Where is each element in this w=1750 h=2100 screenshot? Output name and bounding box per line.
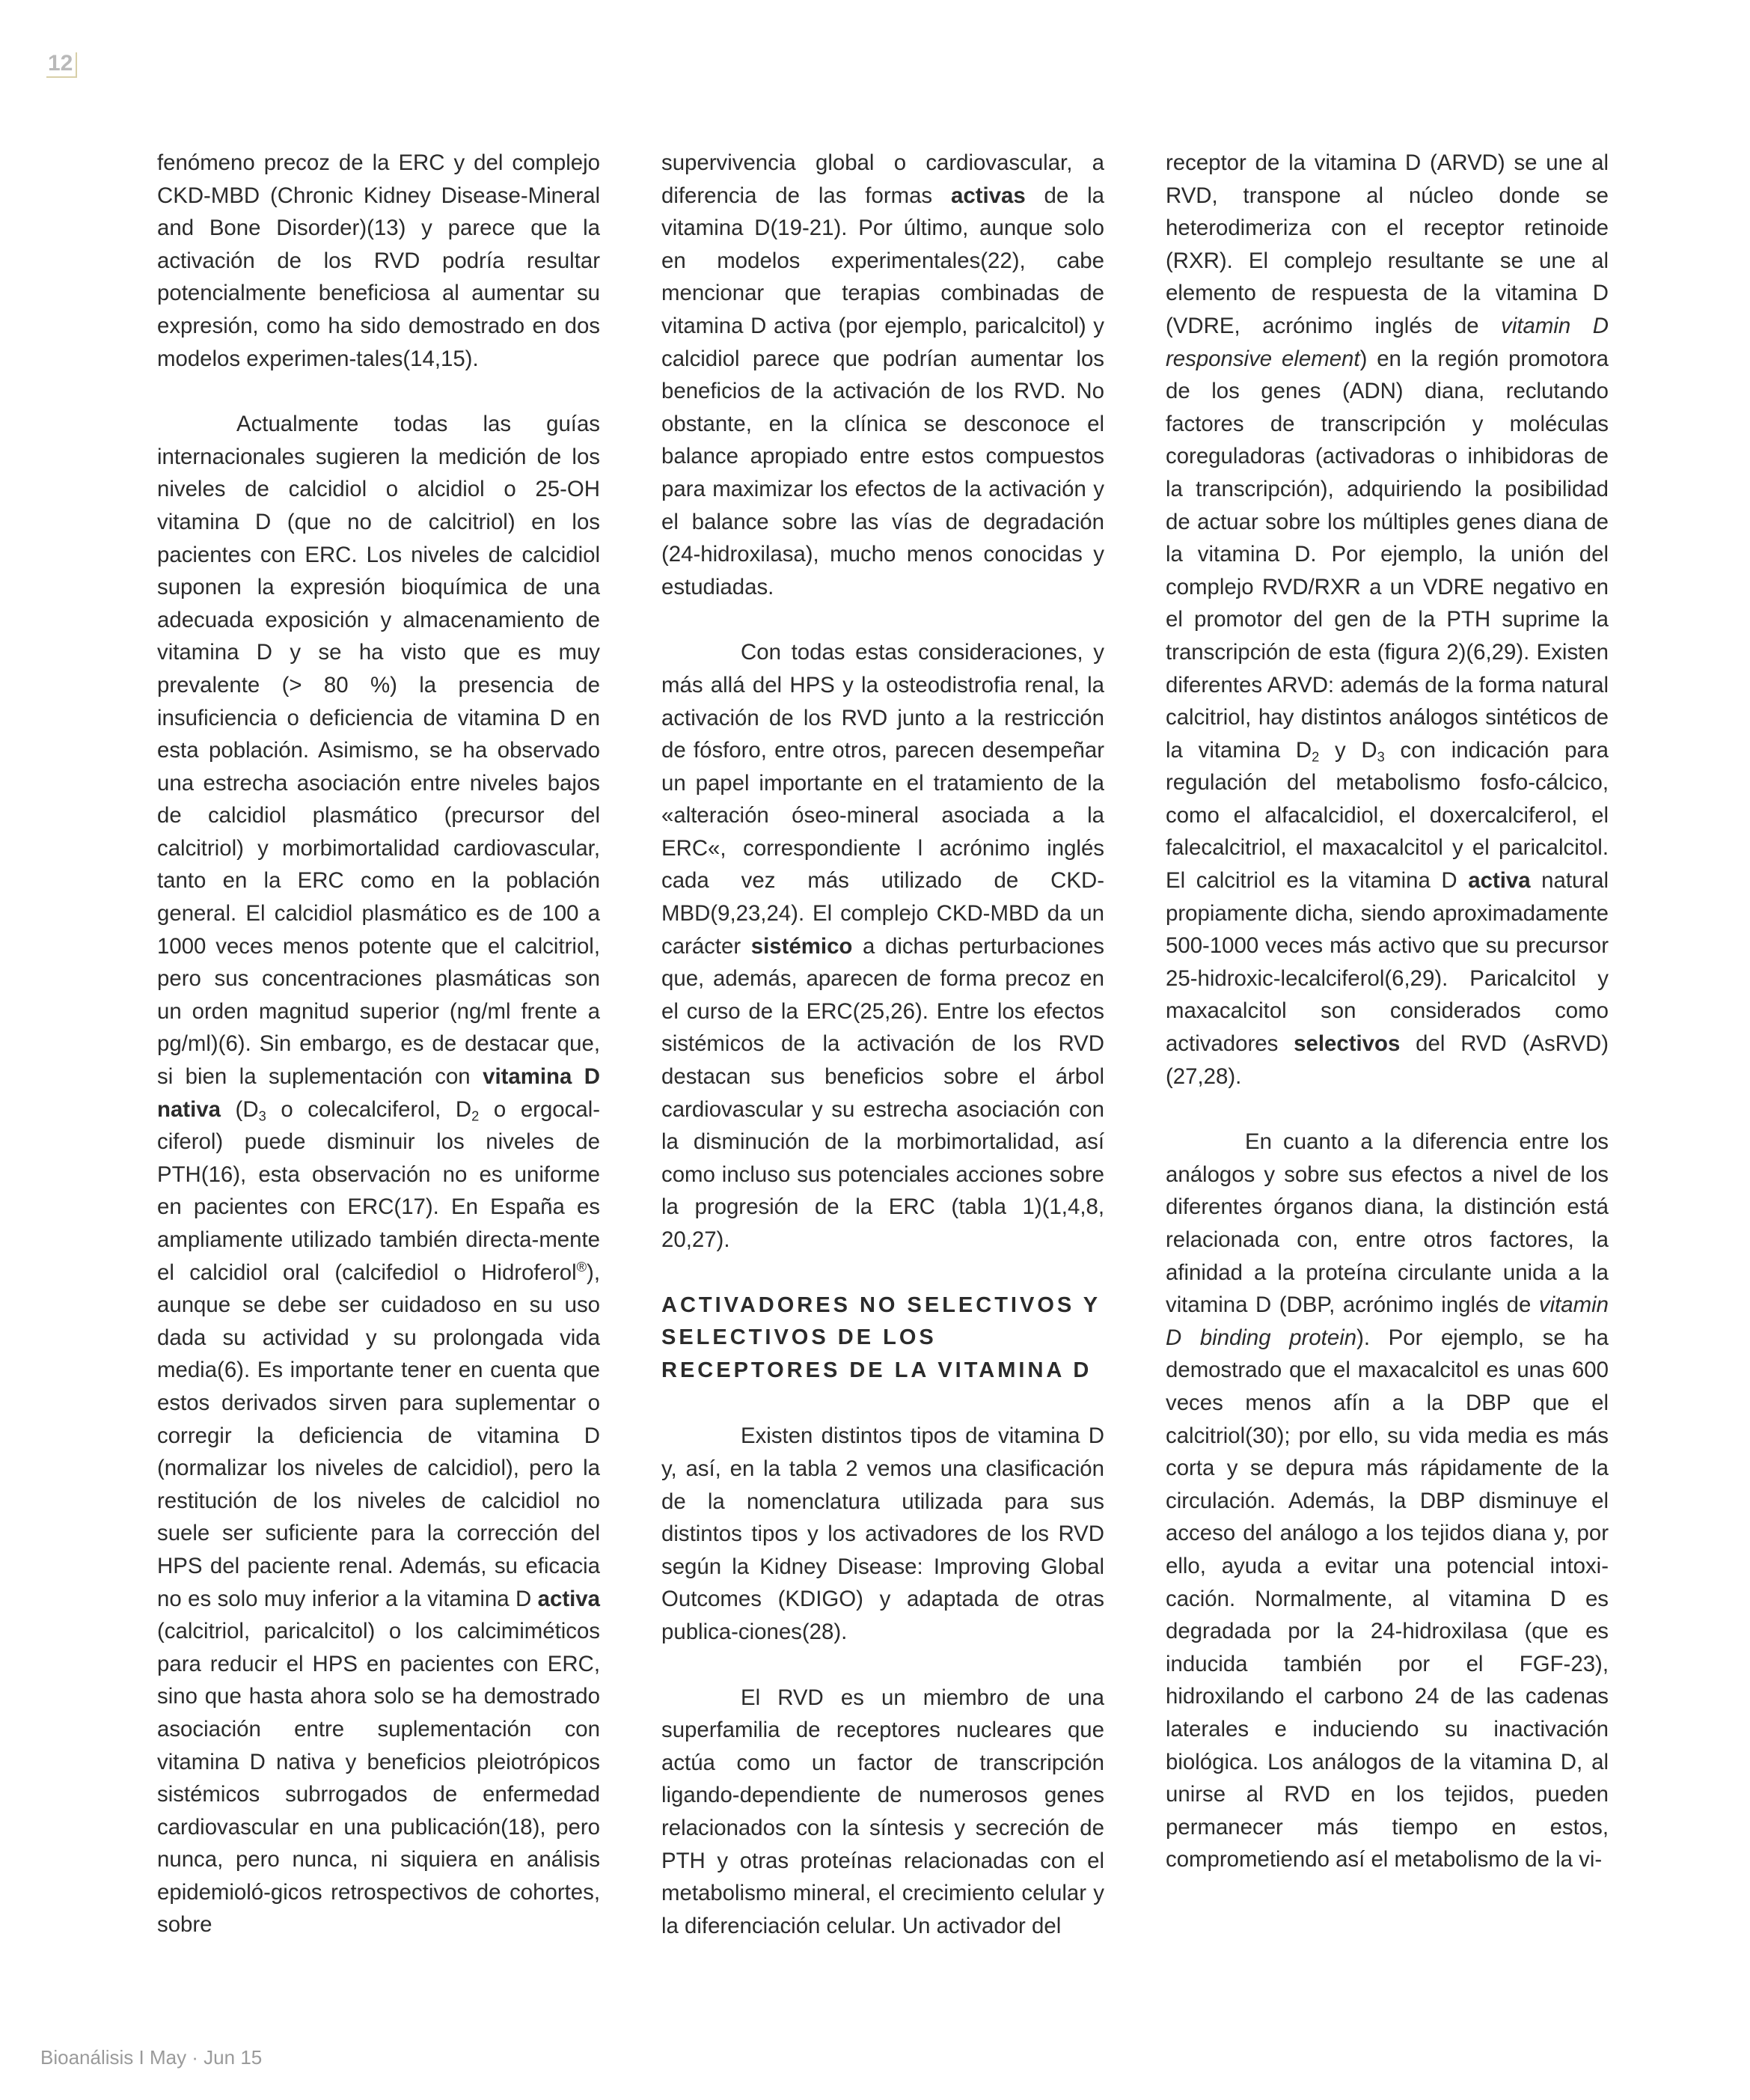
paragraph: Existen distintos tipos de vitamina D y, así, en la tabla 2 vemos una clasificación de la nomenclatura utilizada para sus distintos tipos y los activadores de los RVD según la Kidney Disease: Improving Global Outcomes (KDIGO) y adaptada de otras publica-ciones(28). [661, 1423, 1104, 1644]
italic-term: vitamin D binding protein [1166, 1292, 1609, 1350]
bold-term: vitamina D nativa [157, 1064, 600, 1122]
bold-term: activa [1468, 868, 1531, 894]
bold-term: activas [951, 183, 1026, 208]
page-number: 12 [46, 52, 77, 78]
section-heading: ACTIVADORES NO SELECTIVOS Y SELECTIVOS DE LOS RECEPTORES DE LA VITAMINA D [661, 1292, 1101, 1382]
text-column-1 [157, 147, 600, 1941]
text-column-2 [661, 147, 1104, 1942]
page-footer: Bioanálisis I May · Jun 15 [40, 2046, 263, 2069]
bold-term: sistémico [750, 933, 853, 959]
text-column-3 [1166, 147, 1609, 1876]
paragraph: El RVD es un miembro de una superfamilia de receptores nucleares que actúa como un factor de transcripción ligando-dependiente de numerosos genes relacionados con la síntesis y secreción de PTH y otras proteínas relacionadas con el metabolismo mineral, el crecimiento celular y la diferenciación celular. Un activador del [661, 1685, 1104, 1938]
paragraph: fenómeno precoz de la ERC y del complejo CKD-MBD (Chronic Kidney Disease-Mineral and Bone Disorder)(13) y parece que la activación de los RVD podría resultar potencialmente beneficiosa al aumentar su expresión, como ha sido demostrado en dos modelos experimen-tales(14,15). [157, 150, 600, 371]
paragraph: supervivencia global o cardiovascular, a diferencia de las formas activas de la vitamina D(19-21). Por último, aunque solo en modelos experimentales(22), cabe mencionar que terapias combinadas de vitamina D activa (por ejemplo, paricalcitol) y calcidiol parece que podrían aumentar los beneficios de la activación de los RVD. No obstante, en la clínica se desconoce el balance apropiado entre estos compuestos para maximizar los efectos de la activación y el balance sobre las vías de degradación (24-hidroxilasa), mucho menos conocidas y estudiadas. [661, 150, 1104, 599]
paragraph: receptor de la vitamina D (ARVD) se une al RVD, transpone al núcleo donde se heterodimeriza con el receptor retinoide (RXR). El complejo resultante se une al elemento de respuesta de la vitamina D (VDRE, acrónimo inglés de vitamin D responsive element) en la región promotora de los genes (ADN) diana, reclutando factores de transcripción y moléculas coreguladoras (activadoras o inhibidoras de la transcripción), adquiriendo la posibilidad de actuar sobre los múltiples genes diana de la vitamina D. Por ejemplo, la unión del complejo RVD/RXR a un VDRE negativo en el promotor del gen de la PTH suprime la transcripción de esta (figura 2)(6,29). Existen diferentes ARVD: además de la forma natural calcitriol, hay distintos análogos sintéticos de la vitamina $D_2$ y $D_3$ con indicación para regulación del metabolismo fosfo-cálcico, como el alfacalcidiol, el doxercalciferol, el falecalcitriol, el maxacalcitol y el paricalcitol. El calcitriol es la vitamina D activa natural propiamente dicha, siendo aproximadamente 500-1000 veces más activo que su precursor 25-hidroxic-lecalciferol(6,29). Paricalcitol y maxacalcitol son considerados como activadores selectivos del RVD (AsRVD) (27,28). [1166, 150, 1609, 1089]
paragraph: Actualmente todas las guías internacionales sugieren la medición de los niveles de calcidiol o alcidiol o 25-OH vitamina D (que no de calcitriol) en los pacientes con ERC. Los niveles de calcidiol suponen la expresión bioquímica de una adecuada exposición y almacenamiento de vitamina D y se ha visto que es muy prevalente (> 80 %) la presencia de insuficiencia o deficiencia de vitamina D en esta población. Asimismo, se ha observado una estrecha asociación entre niveles bajos de calcidiol plasmático (precursor del calcitriol) y morbimortalidad cardiovascular, tanto en la ERC como en la población general. El calcidiol plasmático es de 100 a 1000 veces menos potente que el calcitriol, pero sus concentraciones plasmáticas son un orden magnitud superior (ng/ml frente a pg/ml)(6). Sin embargo, es de destacar que, si bien la suplementación con vitamina D nativa ($D_3$ o colecalciferol, $D_2$ o ergocal-ciferol) puede disminuir los niveles de PTH(16), esta observación no es uniforme en pacientes con ERC(17). En España es ampliamente utilizado también directa-mente el calcidiol oral (calcifediol o Hidroferol®), aunque se debe ser cuidadoso en su uso dada su actividad y su prolongada vida media(6). Es importante tener en cuenta que estos derivados sirven para suplementar o corregir la deficiencia de vitamina D (normalizar los niveles de calcidiol), pero la restitución de los niveles de calcidiol no suele ser suficiente para la corrección del HPS del paciente renal. Además, su eficacia no es solo muy inferior a la vitamina D activa (calcitriol, paricalcitol) o los calcimiméticos para reducir el HPS en pacientes con ERC, sino que hasta ahora solo se ha demostrado asociación entre suplementación con vitamina D nativa y beneficios pleiotrópicos sistémicos subrrogados de enfermedad cardiovascular en una publicación(18), pero nunca, pero nunca, ni siquiera en análisis epidemioló-gicos retrospectivos de cohortes, sobre [157, 412, 601, 1938]
bold-term: activa [537, 1586, 600, 1611]
paragraph: En cuanto a la diferencia entre los análogos y sobre sus efectos a nivel de los diferentes órganos diana, la distinción está relacionada con, entre otros factores, la afinidad a la proteína circulante unida a la vitamina D (DBP, acrónimo inglés de vitamin D binding protein). Por ejemplo, se ha demostrado que el maxacalcitol es unas 600 veces menos afín a la DBP que el calcitriol(30); por ello, su vida media es más corta y se depura más rápidamente de la circulación. Además, la DBP disminuye el acceso del análogo a los tejidos diana y, por ello, ayuda a evitar una potencial intoxi-cación. Normalmente, al vitamina D es degradada por la 24-hidroxilasa (que es inducida también por el FGF-23), hidroxilando el carbono 24 de las cadenas laterales e induciendo su inactivación biológica. Los análogos de la vitamina D, al unirse al RVD en los tejidos, pueden permanecer más tiempo en estos, comprometiendo así el metabolismo de la vi- [1166, 1129, 1609, 1872]
bold-term: selectivos [1294, 1031, 1401, 1057]
paragraph: Con todas estas consideraciones, y más allá del HPS y la osteodistrofia renal, la activación de los RVD junto a la restricción de fósforo, entre otros, parecen desempeñar un papel importante en el tratamiento de la «alteración óseo-mineral asociada a la ERC«, correspondiente l acrónimo inglés cada vez más utilizado de CKD-MBD(9,23,24). El complejo CKD-MBD da un carácter sistémico a dichas perturbaciones que, además, aparecen de forma precoz en el curso de la ERC(25,26). Entre los efectos sistémicos de la activación de los RVD destacan sus beneficios sobre el árbol cardiovascular y su estrecha asociación con la disminución de la morbimortalidad, así como incluso sus potenciales acciones sobre la progresión de la ERC (tabla 1)(1,4,8, 20,27). [661, 640, 1104, 1252]
italic-term: vitamin D responsive element [1166, 313, 1609, 371]
